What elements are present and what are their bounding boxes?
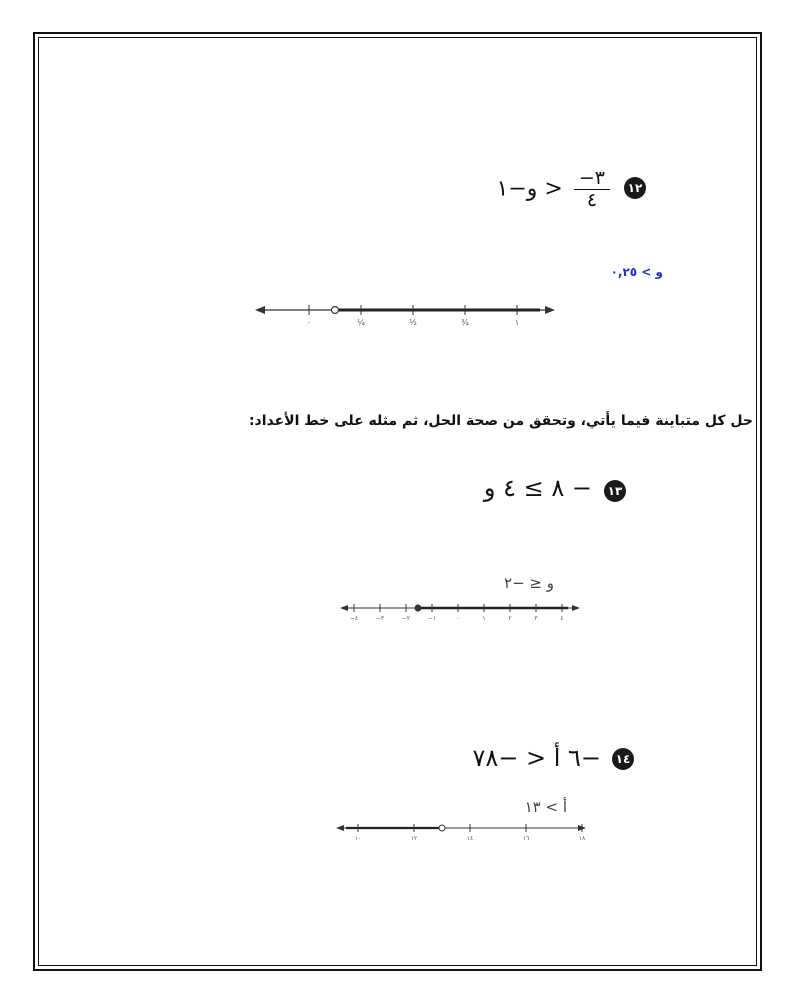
problem-14-answer: أ > ١٣ — [524, 798, 567, 816]
tick-label: ٠ — [306, 318, 312, 327]
tick-label: ¼ — [357, 318, 365, 327]
tick-label: ¾ — [461, 318, 469, 327]
left-arrow-icon — [336, 825, 344, 831]
problem-14-number-badge: ١٤ — [612, 748, 634, 770]
closed-point — [415, 605, 421, 611]
problem-13-inequality: − ٨ ≥ ٤ و — [483, 474, 592, 502]
problem-12-number-badge: ١٢ — [624, 177, 646, 199]
tick-label: ٠ — [456, 615, 460, 622]
right-arrow-icon — [545, 306, 555, 314]
left-arrow-icon — [340, 605, 348, 611]
problem-12-rhs: و−١ — [496, 176, 538, 202]
problem-14-number-line — [336, 818, 586, 848]
tick-label: ٤ — [560, 615, 564, 622]
tick-label: −٢ — [401, 615, 411, 622]
tick-label: ½ — [409, 318, 417, 327]
right-arrow-icon — [572, 605, 580, 611]
tick-label: ١٠ — [354, 835, 362, 842]
tick-label: ١٤ — [466, 835, 474, 842]
exercise-instruction: حل كل متباينة فيما يأتي، وتحقق من صحة الحل، ثم مثله على خط الأعداد: — [248, 413, 753, 429]
tick-label: −٤ — [349, 615, 359, 622]
tick-label: ١ — [482, 615, 486, 622]
tick-label: ١٨ — [578, 835, 586, 842]
tick-label: ٢ — [508, 615, 512, 622]
tick-label: ١٦ — [522, 835, 530, 842]
problem-13-number-badge: ١٣ — [604, 480, 626, 502]
problem-12-number-line — [255, 298, 555, 348]
problem-12-fraction — [574, 168, 610, 211]
tick-label: −١ — [427, 615, 437, 622]
problem-12-denominator: ٤ — [586, 188, 598, 211]
problem-12-answer: و > ٠,٢٥ — [610, 265, 663, 279]
problem-12-numerator: ٣− — [574, 168, 610, 190]
problem-12-relation: < — [544, 176, 563, 202]
problem-12-inequality — [497, 168, 614, 211]
open-point — [439, 825, 445, 831]
tick-label: ١٢ — [410, 835, 418, 842]
tick-label: ١ — [514, 318, 520, 327]
left-arrow-icon — [255, 306, 265, 314]
tick-label: −٣ — [375, 615, 385, 622]
open-point — [332, 307, 339, 314]
problem-13-answer: و ≤ −٢ — [504, 574, 554, 592]
problem-13-number-line — [340, 598, 580, 628]
problem-14-inequality: −٦ أ < −٧٨ — [472, 744, 601, 772]
tick-label: ٣ — [534, 615, 538, 622]
